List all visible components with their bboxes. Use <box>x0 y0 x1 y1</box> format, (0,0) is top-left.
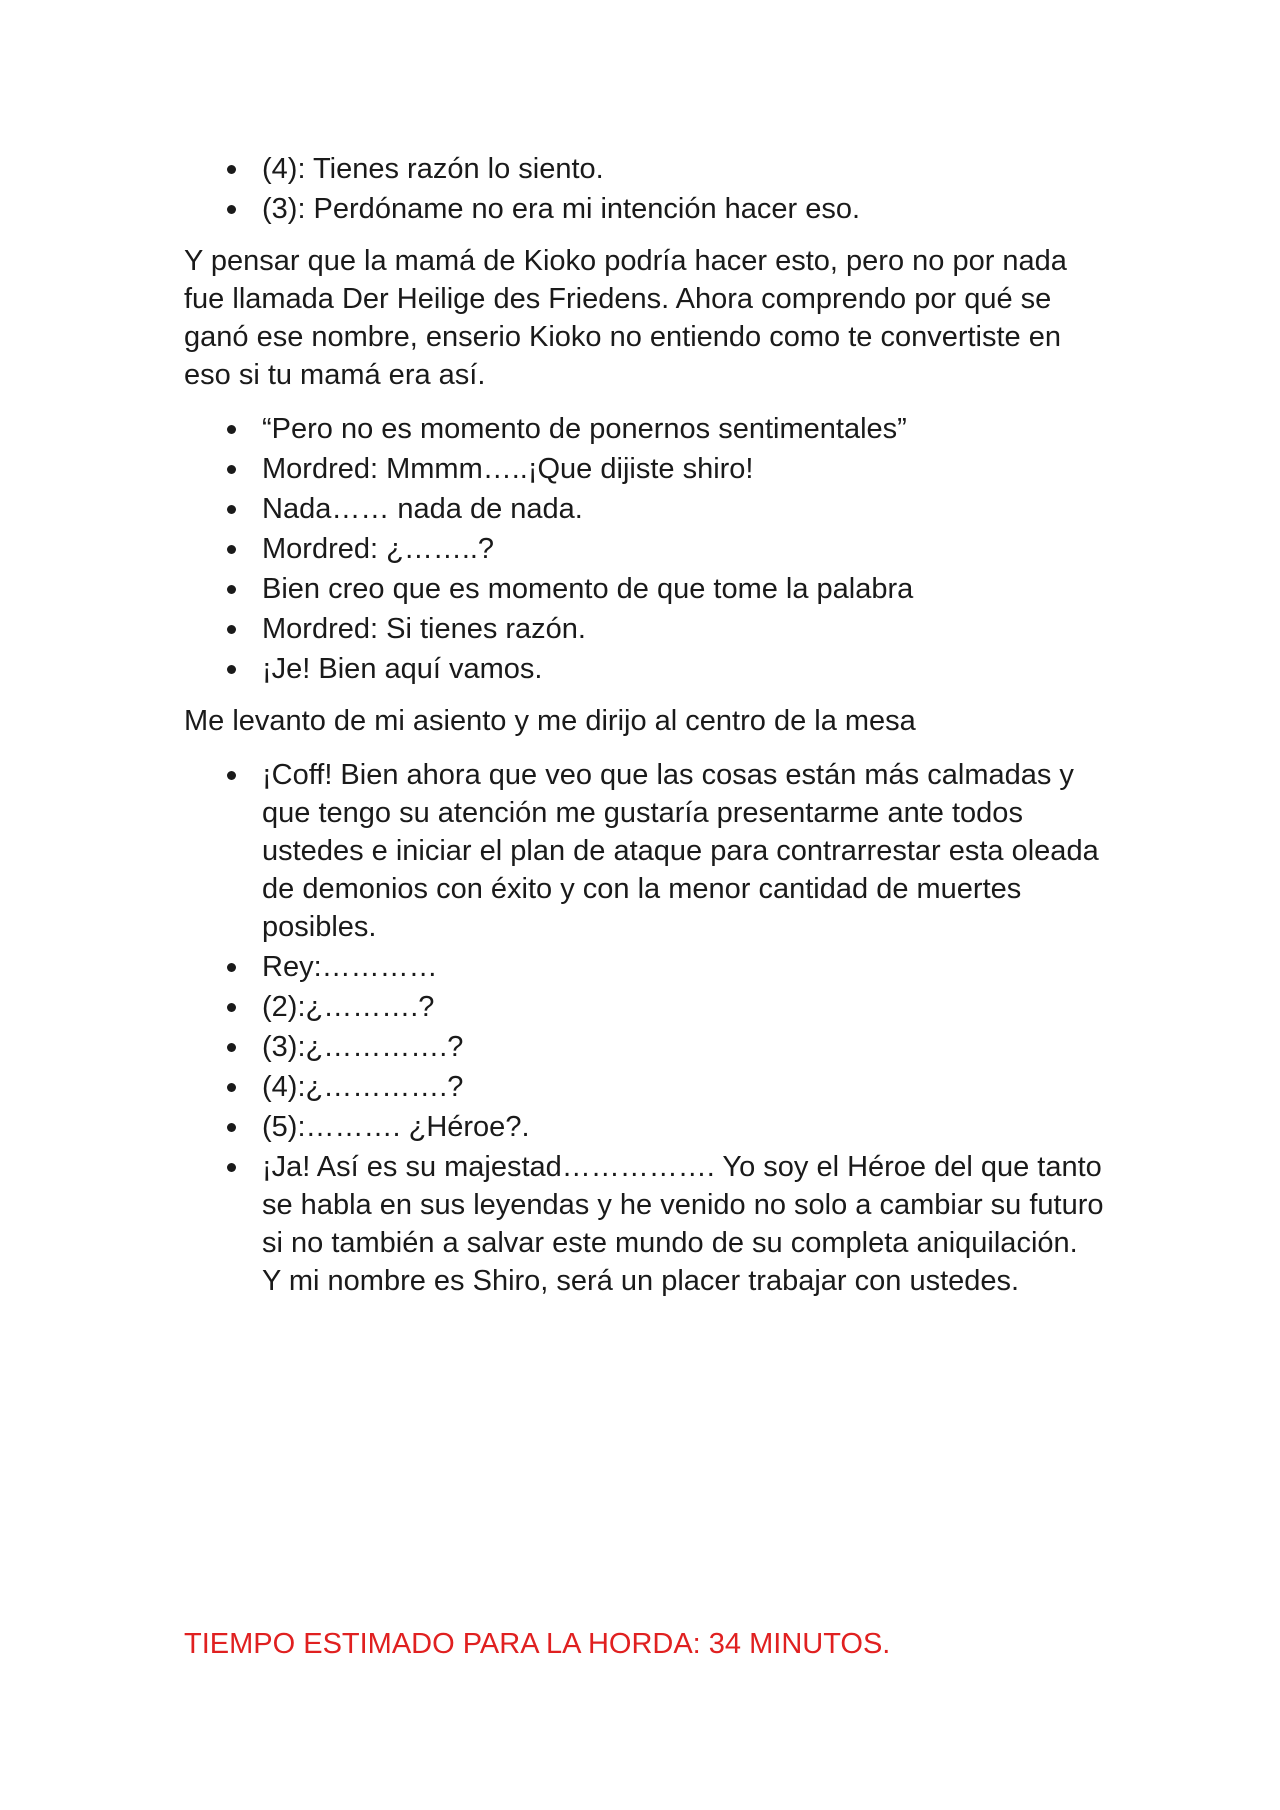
bullet-dot-icon <box>227 625 236 634</box>
horde-time-note: TIEMPO ESTIMADO PARA LA HORDA: 34 MINUTOS. <box>184 1628 891 1660</box>
list-item-text: (5):………. ¿Héroe?. <box>262 1111 530 1143</box>
bullet-list-1 <box>184 150 1104 228</box>
bullet-dot-icon <box>227 963 236 972</box>
bullet-list-3 <box>184 756 1104 1300</box>
bullet-dot-icon <box>227 771 236 780</box>
list-item <box>184 450 1104 488</box>
list-item-text: Rey:………… <box>262 951 438 983</box>
list-item <box>184 948 1104 986</box>
list-item-text: Bien creo que es momento de que tome la palabra <box>262 573 914 605</box>
bullet-dot-icon <box>227 585 236 594</box>
paragraph-1: Y pensar que la mamá de Kioko podría hacer esto, pero no por nada fue llamada Der Heilige des Friedens. Ahora comprendo por qué se ganó ese nombre, enserio Kioko no entiendo como te convertiste en eso si tu mamá era así. <box>184 245 1067 391</box>
bullet-dot-icon <box>227 1083 236 1092</box>
list-item <box>184 1148 1104 1300</box>
list-item <box>184 1068 1104 1106</box>
bullet-dot-icon <box>227 665 236 674</box>
bullet-dot-icon <box>227 1003 236 1012</box>
bullet-dot-icon <box>227 1163 236 1172</box>
bullet-dot-icon <box>227 545 236 554</box>
list-item-text: Mordred: Mmmm…..¡Que dijiste shiro! <box>262 453 754 485</box>
list-item <box>184 490 1104 528</box>
bullet-dot-icon <box>227 505 236 514</box>
list-item <box>184 150 1104 188</box>
list-item-text: (3):¿………….? <box>262 1031 464 1063</box>
bullet-dot-icon <box>227 205 236 214</box>
list-item-text: ¡Coff! Bien ahora que veo que las cosas están más calmadas y que tengo su atención me gustaría presentarme ante todos ustedes e iniciar el plan de ataque para contrarrestar esta oleada de demonios con éxito y con la menor cantidad de muertes posibles. <box>262 759 1099 943</box>
list-item-text: (2):¿……….? <box>262 991 435 1023</box>
bullet-dot-icon <box>227 425 236 434</box>
list-item-text: Nada…… nada de nada. <box>262 493 583 525</box>
list-item <box>184 190 1104 228</box>
list-item <box>184 410 1104 448</box>
list-item <box>184 756 1104 946</box>
list-item-text: Mordred: Si tienes razón. <box>262 613 586 645</box>
list-item-text: ¡Je! Bien aquí vamos. <box>262 653 543 685</box>
list-item <box>184 610 1104 648</box>
list-item <box>184 1108 1104 1146</box>
paragraph-2: Me levanto de mi asiento y me dirijo al centro de la mesa <box>184 705 916 737</box>
bullet-dot-icon <box>227 465 236 474</box>
bullet-dot-icon <box>227 1123 236 1132</box>
list-item-text: Y mi nombre es Shiro, será un placer trabajar con ustedes. <box>262 1265 1020 1297</box>
list-item-text: (3): Perdóname no era mi intención hacer eso. <box>262 193 861 225</box>
list-item <box>184 988 1104 1026</box>
bullet-list-2 <box>184 410 1104 688</box>
bullet-dot-icon <box>227 165 236 174</box>
list-item-text: Mordred: ¿……..? <box>262 533 495 565</box>
list-item-text: ¡Ja! Así es su majestad……………. Yo soy el Héroe del que tanto se habla en sus leyendas y he venido no solo a cambiar su futuro si no también a salvar este mundo de su completa aniquilación. <box>262 1151 1104 1259</box>
list-item <box>184 1028 1104 1066</box>
list-item-text: “Pero no es momento de ponernos sentimentales” <box>262 413 907 445</box>
list-item <box>184 570 1104 608</box>
list-item-text: (4): Tienes razón lo siento. <box>262 153 604 185</box>
document-page <box>184 150 1104 1302</box>
bullet-dot-icon <box>227 1043 236 1052</box>
list-item <box>184 650 1104 688</box>
list-item-text: (4):¿………….? <box>262 1071 464 1103</box>
list-item <box>184 530 1104 568</box>
